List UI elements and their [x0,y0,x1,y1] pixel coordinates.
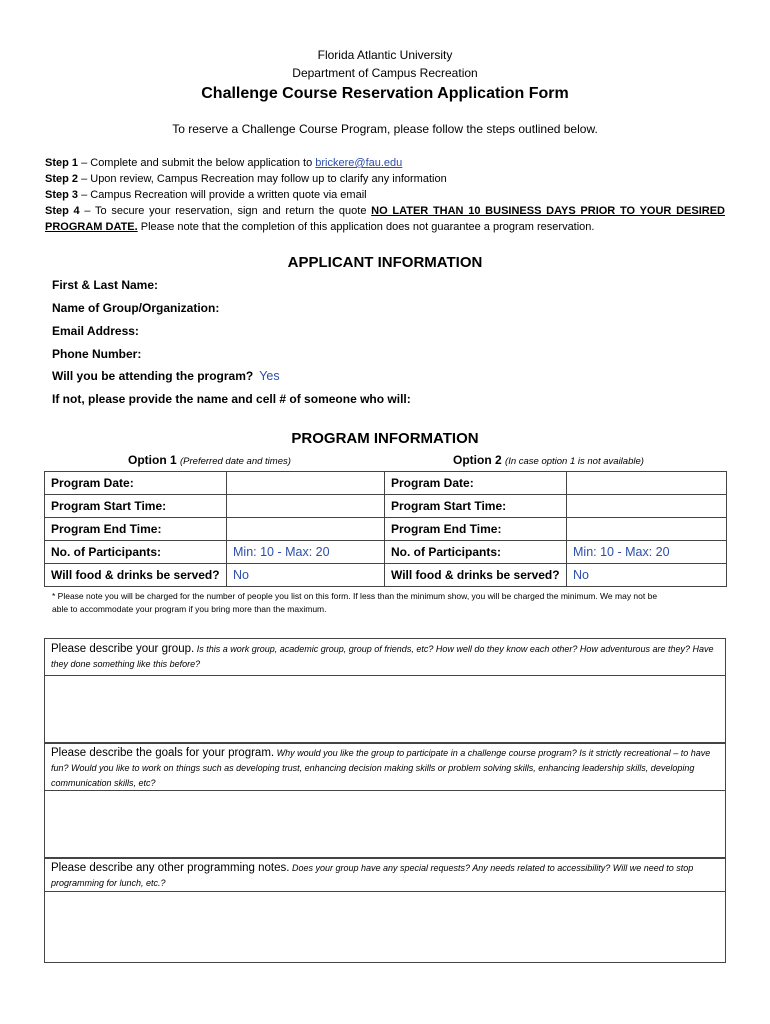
steps-list [45,155,725,235]
opt2-participants[interactable]: Min: 10 - Max: 20 [567,541,727,564]
opt2-label: No. of Participants: [385,541,567,564]
group-description-box [44,638,726,744]
group-description-question: Please describe your group. Is this a work group, academic group, group of friends, etc? How well do they know each other? How adventurous are they? Have they done something like this before? [45,639,725,676]
step-3: Step 3 – Campus Recreation will provide a written quote via email [45,189,367,201]
group-name-field[interactable]: Name of Group/Organization: [52,301,220,315]
step-4-continued: PROGRAM DATE. Please note that the completion of this application does not guarantee a program reservation. [45,221,595,233]
option-2-heading: Option 2 (In case option 1 is not available) [453,453,644,467]
email-link[interactable]: brickere@fau.edu [315,157,403,169]
email-field[interactable]: Email Address: [52,324,139,338]
attending-value[interactable]: Yes [259,369,280,383]
programming-notes-question: Please describe any other programming notes. Does your group have any special requests? Any needs related to accessibility? Will we need to stop programming for lunch, etc.? [45,858,725,892]
opt2-label: Program Start Time: [385,495,567,518]
step-4: Step 4 – To secure your reservation, sign and return the quote NO LATER THAN 10 BUSINESS DAYS PRIOR TO YOUR DESIRED [45,205,725,217]
opt1-start-time[interactable] [227,495,385,518]
programming-notes-box [44,857,726,963]
table-row [45,564,727,587]
opt1-program-date[interactable] [227,472,385,495]
step-2: Step 2 – Upon review, Campus Recreation may follow up to clarify any information [45,173,447,185]
goals-question: Please describe the goals for your program. Why would you like the group to participate in a challenge course program? Is it strictly recreational – to have fun? Would you like to work on things such as developing trust, enhancing decision making skills or problem solving skills, enhancing leadership skills, developing communication skills, etc? [45,743,725,791]
step-1: Step 1 – Complete and submit the below application to brickere@fau.edu [45,157,403,169]
phone-field[interactable]: Phone Number: [52,347,142,361]
alternate-contact-field[interactable]: If not, please provide the name and cell # of someone who will: [52,392,411,406]
table-row [45,518,727,541]
opt1-food-drinks[interactable]: No [227,564,385,587]
intro-text: To reserve a Challenge Course Program, please follow the steps outlined below. [172,122,598,136]
department-name: Department of Campus Recreation [292,66,478,80]
applicant-heading: APPLICANT INFORMATION [287,254,483,271]
program-heading: PROGRAM INFORMATION [291,430,479,447]
opt2-food-drinks[interactable]: No [567,564,727,587]
opt2-label: Will food & drinks be served? [385,564,567,587]
opt1-label: No. of Participants: [45,541,227,564]
opt1-end-time[interactable] [227,518,385,541]
table-row [45,495,727,518]
opt2-label: Program End Time: [385,518,567,541]
first-last-name-field[interactable]: First & Last Name: [52,278,159,292]
form-title: Challenge Course Reservation Application Form [201,85,569,102]
opt2-end-time[interactable] [567,518,727,541]
opt2-program-date[interactable] [567,472,727,495]
university-name: Florida Atlantic University [317,48,453,62]
option-1-heading: Option 1 (Preferred date and times) [128,453,291,467]
goals-box [44,742,726,859]
opt1-participants[interactable]: Min: 10 - Max: 20 [227,541,385,564]
table-row [45,472,727,495]
opt1-label: Program End Time: [45,518,227,541]
opt1-label: Program Date: [45,472,227,495]
opt2-start-time[interactable] [567,495,727,518]
program-table [44,471,727,587]
table-row [45,541,727,564]
opt1-label: Will food & drinks be served? [45,564,227,587]
pricing-note: * Please note you will be charged for the number of people you list on this form. If less than the minimum show, you will be charged the minimum. We may not be able to accommodate your program if you bring more than the maximum. [52,591,658,614]
attending-field[interactable]: Will you be attending the program? Yes [52,369,280,383]
opt1-label: Program Start Time: [45,495,227,518]
opt2-label: Program Date: [385,472,567,495]
